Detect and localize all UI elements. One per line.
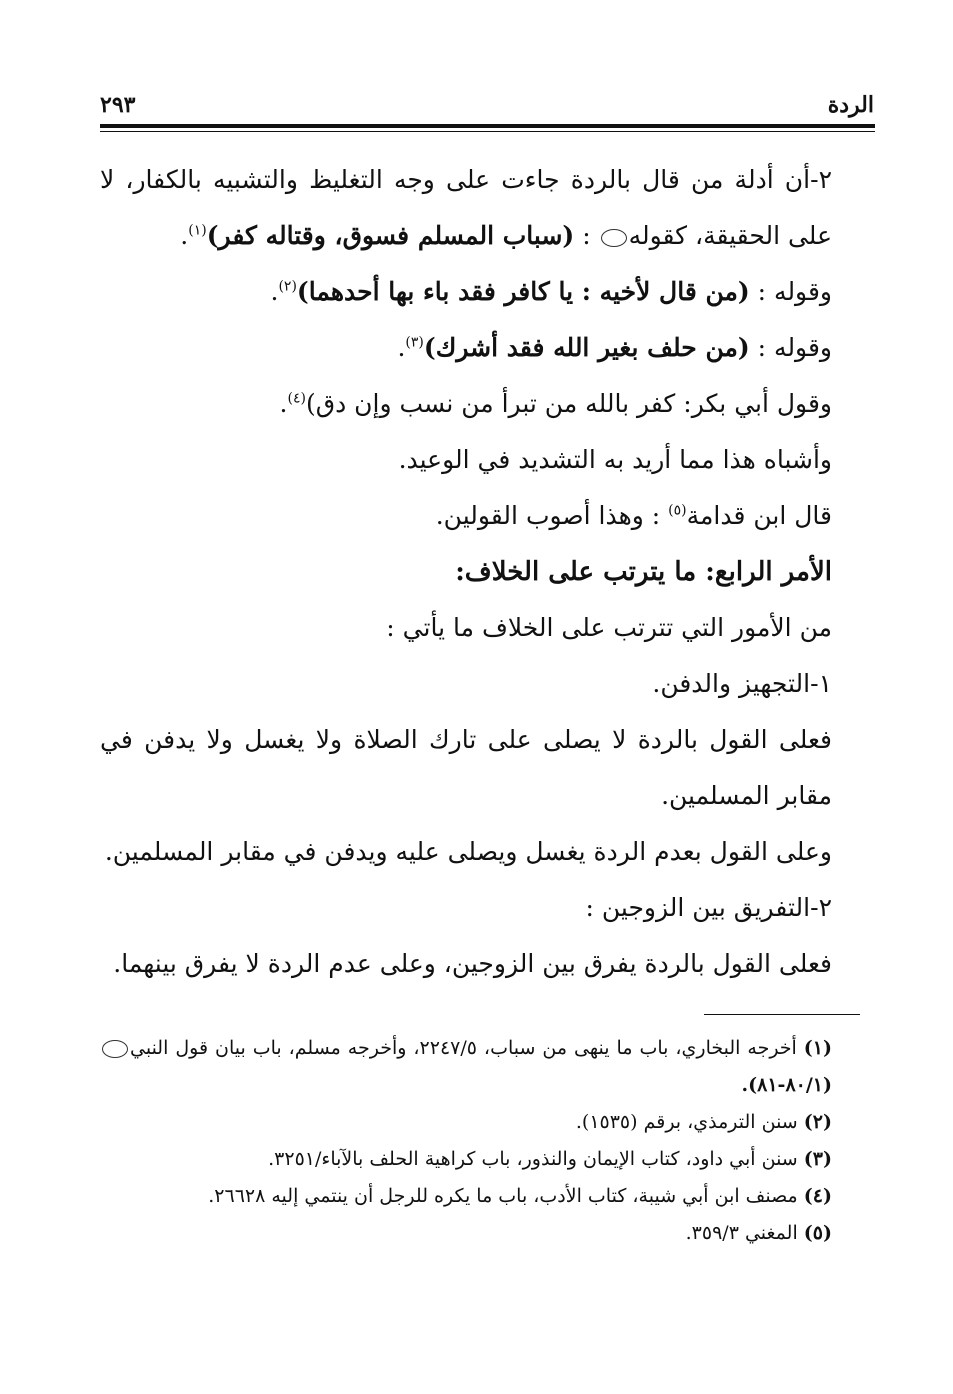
paragraph-3: وقوله : (من حلف بغير الله فقد أشرك)$^{(٣)}$.	[397, 333, 832, 362]
paragraph-6: قال ابن قدامة$^{(٥)}$ : وهذا أصوب القولين.	[435, 501, 832, 530]
footnotes	[100, 1030, 862, 1252]
paragraph-8: ١-التجهيز والدفن.	[652, 669, 832, 698]
paragraph-11: ٢-التفريق بين الزوجين :	[585, 893, 832, 922]
header-rule-thick	[100, 124, 875, 128]
paragraph-1: ٢-أن أدلة من قال بالردة جاءت على وجه التغليظ والتشبيه بالكفار، لا على الحقيقة، كقوله : (سباب المسلم فسوق، وقتاله كفر)$^{(١)}$.	[100, 165, 832, 250]
footnote-separator	[704, 1014, 860, 1015]
paragraph-2: وقوله : (من قال لأخيه : يا كافر فقد باء بها أحدهما)$^{(٢)}$.	[270, 277, 832, 306]
paragraph-10: وعلى القول بعدم الردة يغسل ويصلى عليه ويدفن في مقابر المسلمين.	[104, 837, 832, 866]
footnote-ref[interactable]: (٣)	[405, 334, 424, 351]
paragraph-7: من الأمور التي تترتب على الخلاف ما يأتي :	[386, 613, 832, 642]
footnote-ref[interactable]: (٢)	[278, 278, 297, 295]
hadith-quote: (من حلف بغير الله فقد أشرك)	[423, 333, 750, 362]
salla-ligature-icon	[601, 229, 627, 247]
footnote-ref[interactable]: (٥)	[668, 502, 687, 519]
salla-ligature-icon	[102, 1040, 128, 1058]
footnote-5: (٥) المغني ٣٥٩/٣.	[685, 1222, 832, 1244]
footnote-2: (٢) سنن الترمذي، برقم (١٥٣٥).	[575, 1111, 832, 1133]
footnote-3: (٣) سنن أبي داود، كتاب الإيمان والنذور، باب كراهية الحلف بالآباء/٣٢٥١.	[268, 1148, 832, 1170]
footnote-1: (١) أخرجه البخاري، باب ما ينهى من سباب، ٢٢٤٧/٥، وأخرجه مسلم، باب بيان قول النبي (٨٠/١-٨١).	[100, 1030, 862, 1104]
section-heading: الأمر الرابع: ما يترتب على الخلاف:	[455, 557, 832, 587]
main-text	[100, 152, 860, 992]
paragraph-9: فعلى القول بالردة لا يصلى على تارك الصلاة ولا يغسل ولا يدفن في مقابر المسلمين.	[100, 725, 832, 810]
page-number: ٢٩٣	[100, 92, 136, 118]
running-header	[100, 92, 874, 122]
header-rule-thin	[100, 131, 875, 132]
paragraph-4: وقول أبي بكر: كفر بالله من تبرأ من نسب وإن دق)$^{(٤)}$.	[279, 389, 832, 418]
footnote-ref[interactable]: (٤)	[287, 390, 306, 407]
hadith-quote: (سباب المسلم فسوق، وقتاله كفر)	[206, 221, 575, 250]
footnote-4: (٤) مصنف ابن أبي شيبة، كتاب الأدب، باب ما يكره للرجل أن ينتمي إليه ٢٦٦٢٨.	[208, 1185, 832, 1207]
hadith-quote: (من قال لأخيه : يا كافر فقد باء بها أحدهما)	[296, 277, 750, 306]
paragraph-5: وأشباه هذا مما أريد به التشديد في الوعيد.	[398, 445, 832, 474]
paragraph-12: فعلى القول بالردة يفرق بين الزوجين، وعلى عدم الردة لا يفرق بينهما.	[113, 949, 832, 978]
chapter-title: الردة	[827, 92, 874, 118]
footnote-ref[interactable]: (١)	[188, 222, 207, 239]
